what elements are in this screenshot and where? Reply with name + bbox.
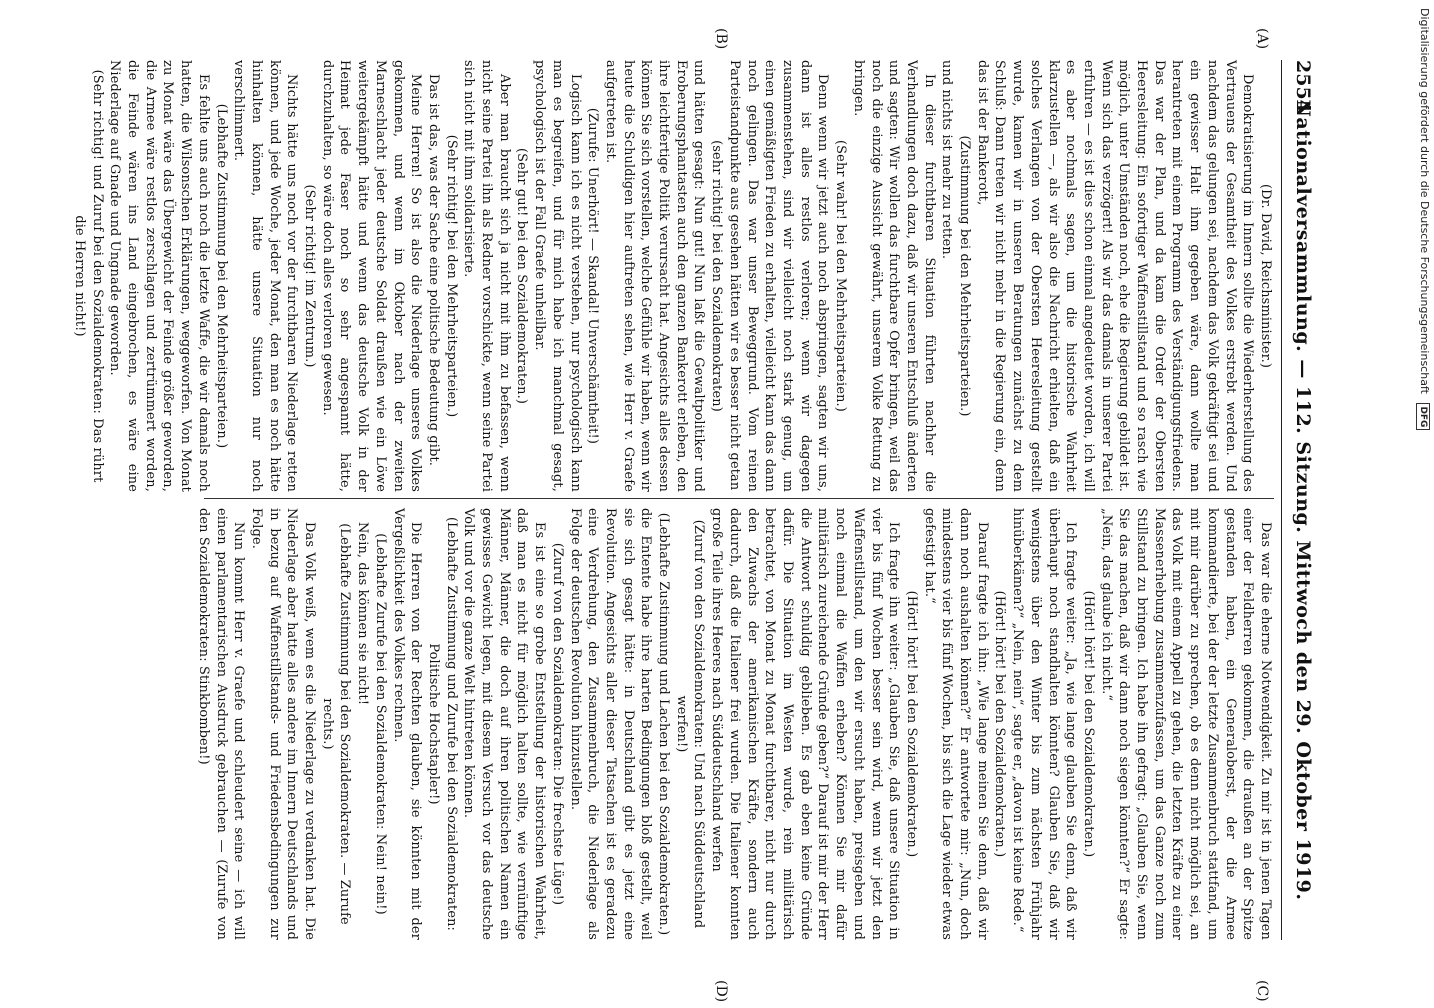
paragraph: Es ist eine so grobe Entstellung der historischen Wahrheit, daß man es nicht für möglich halten sollte, wie vernünftige Männer, Männer, die doch auf ihren politischen Namen ein gewisses Gewicht legen, mit diesem Versuch vor das deutsche Volk und vor die ganze Welt hintreten können. <box>461 508 548 940</box>
interjection: (Hört! hört! bei den Sozialdemokraten.) <box>1080 590 1096 858</box>
dfg-logo: DFG <box>1416 403 1430 430</box>
margin-mark-c: (C) <box>1254 980 1270 1002</box>
interjection: (Sehr richtig! bei den Mehrheitsparteien.) <box>443 134 459 418</box>
interjection: (Lebhafte Zustimmung bei den Mehrheitsparteien.) <box>213 103 229 449</box>
column-divider <box>204 498 1274 499</box>
interjection: (Zustimmung bei den Mehrheitsparteien.) <box>957 135 973 417</box>
paragraph: Darauf fragte ich ihn: „Wie lange meinen Sie denn, daß wir dann noch aushalten können?“ Er antwortete mir: „Nun, doch mindestens vier bis fünf Wochen, bis sich die Lage wieder etwas gefestigt hat.“ <box>921 508 990 940</box>
interjection: (Lebhafte Zustimmung und Lachen bei den Sozialdemokraten.) <box>656 512 672 936</box>
interjection: (Lebhafte Zurufe bei den Sozialdemokraten: Nein! nein!) <box>372 533 388 915</box>
margin-mark-b: (B) <box>713 28 729 50</box>
page-title: Nationalversammlung. — 112. Sitzung. Mittwoch den 29. Oktober 1919. <box>1292 99 1314 901</box>
footer-strip <box>1414 0 1434 1000</box>
interjection: (Zurufe: Unerhört! — Skandal! Unverschämtheit!) <box>585 107 601 445</box>
interjection: (sehr richtig! bei den Sozialdemokraten) <box>709 140 725 412</box>
interjection: (Sehr wahr! bei den Mehrheitsparteien.) <box>833 140 849 412</box>
margin-mark-d: (D) <box>713 980 729 1003</box>
paragraph: Das ist das, was der Sache eine politische Bedeutung gibt. <box>425 74 441 467</box>
left-column <box>70 60 1274 492</box>
margin-mark-a: (A) <box>1254 28 1270 50</box>
paragraph: Aber man braucht sich ja nicht mit ihm zu befassen, wenn nicht seine Partei ihn als Redner vorschickte, wenn seine Partei sich nicht mit ihm solidarisierte. <box>461 60 512 492</box>
paragraph: Meine Herren! So ist also die Niederlage unseres Volkes gekommen, und wenn im Oktober nach der zweiten Marneschlacht jeder deutsche Soldat draußen wie ein Löwe weitergekämpft hätte und wenn das deutsche Volk in der Heimat jede Faser noch so sehr angespannt hätte, durchzuhalten, so wäre doch alles verloren gewesen. <box>319 60 424 492</box>
footer-credit <box>1414 0 1434 1008</box>
footer-text: Digitalisierung gefördert durch die Deutsche Forschungsgemeinschaft <box>1418 8 1431 394</box>
paragraph: Logisch kann ich es nicht verstehen, nur psychologisch kann man es begreifen, und für mich habe ich manchmal gesagt, psychologisch ist der Fall Graefe unheilbar. <box>532 60 583 492</box>
header-rule <box>1281 60 1282 940</box>
right-column <box>194 508 1274 940</box>
paragraph: die Entente habe ihre harten Bedingungen bloß gestellt, weil sie sich gesagt hätte: in Deutschland gibt es jetzt eine Revolution. Angesichts aller dieser Tatsachen ist es geradezu eine Verdrehung, den Zusammenbruch, die Niederlage als Folge der deutschen Revolution hinzustellen. <box>567 508 654 940</box>
interjection: (Hört! hört! bei den Sozialdemokraten.) <box>903 590 919 858</box>
paragraph: Das Volk weiß, wem es die Niederlage zu verdanken hat. Die Niederlage aber hatte alles andere im Innern Deutschlands und in bezug auf Waffenstillstands- und Friedensbedingungen zur Folge. <box>248 508 318 940</box>
paragraph: Es fehlte uns auch noch die letzte Waffe, die wir damals noch hatten, die Wilsonschen Erklärungen, weggeworfen. Von Monat zu Monat wäre das Übergewicht der Feinde größer geworden, die Armee wäre restlos zerschlagen und zertrümmert worden, die Feinde wären ins Land eingebrochen, es wäre eine Niederlage auf Gnade und Ungnade geworden. <box>107 60 211 492</box>
interjection: (Sehr gut! bei den Sozialdemokraten.) <box>514 147 530 405</box>
interjection: (Zuruf von den Sozialdemokraten: Die frechste Lüge!) <box>549 542 565 906</box>
paragraph: Demokratisierung im Innern sollte die Wiederherstellung des Vertrauens der Gesamtheit des Volkes erstrebt werden. Und nachdem das gelungen sei, nachdem das Volk gekräftigt sei und ein gewisser Halt ihm gegeben wäre, dann wollte man herantreten mit einem Programm des Verständigungsfriedens. Das war der Plan, und da kam die Order der Obersten Heeresleitung: Ein sofortiger Waffenstillstand und so rasch wie möglich, unter Umständen noch, ehe die Regierung gebildet ist. Wenn sich das verzögert! Als wir das damals in unserer Partei erfuhren — es ist dies schon einmal angedeutet worden, ich will es aber nochmals sagen, um die historische Wahrheit klarzustellen —, als wir also die Nachricht erhielten, daß ein solches Verlangen von der Obersten Heeresleitung gestellt wurde, kamen wir in unseren Beratungen zunächst zu dem Schluß: Dann treten wir nicht mehr in die Regierung ein, denn das ist der Bankerott, <box>974 60 1256 492</box>
page-header <box>1282 60 1320 940</box>
paragraph: Denn wenn wir jetzt auch noch abspringen, sagten wir uns, dann ist alles restlos verloren; wenn wir dagegen zusammenstehen, sind wir vielleicht noch stark genug, um einen gemäßigten Frieden zu erhalten, vielleicht kann das dann noch gelingen. Das war unser Beweggrund. Vom reinen Parteistandpunkte aus gesehen hätten wir es besser nicht getan <box>726 60 831 492</box>
paragraph: Das war die eherne Notwendigkeit. Zu mir ist in jenen Tagen einer der Feldherren gekommen, die draußen an der Spitze gestanden haben, ein Generaloberst, der die Armee kommandierte, bei der der letzte Zusammenbruch stattfand, um mit mir darüber zu sprechen, ob es denn nicht möglich sei, an das Volk mit einem Appell zu gehen, die letzten Kräfte zu einer Massenerhebung zusammenzufassen, um das Ganze noch zum Stillstand zu bringen. Ich habe ihn gefragt: „Glauben Sie, wenn Sie das machen, daß wir dann noch siegen könnten?“ Er sagte: „Nein, das glaube ich nicht.“ <box>1098 508 1273 940</box>
paragraph: Nein, das können sie nicht! <box>355 522 371 706</box>
paragraph: Die Herren von der Rechten glauben, sie könnten mit der Vergeßlichkeit des Volkes rechnen. <box>390 508 424 940</box>
paragraph: In dieser furchtbaren Situation führten nachher die Verhandlungen doch dazu, daß wir unseren Entschluß änderten und sagten: Wir wollen das furchtbare Opfer bringen, weil das noch die einzige Aussicht gewährt, unserem Volke Rettung zu bringen. <box>850 60 937 492</box>
paragraph: Ich fragte ihn weiter: „Glauben Sie, daß unsere Situation in vier bis fünf Wochen besser sein wird, wenn wir jetzt den Waffenstillstand, um den wir ersucht haben, preisgeben und noch einmal die Waffen erheben? Können Sie mir dafür militärisch zureichende Gründe geben?“ Darauf ist mir der Herr die Antwort schuldig geblieben. Es gab eben keine Gründe dafür. Die Situation im Westen wurde, rein militärisch betrachtet, von Monat zu Monat furchtbarer, nicht nur durch den Zuwachs der amerikanischen Kräfte, sondern auch dadurch, daß die Italiener frei wurden. Die Italiener konnten große Teile ihres Heeres nach Süddeutschland werfen <box>709 508 902 940</box>
paragraph: und nichts ist mehr zu retten. <box>939 60 955 260</box>
interjection: (Zuruf von den Sozialdemokraten: Und nach Süddeutschland werfen!) <box>673 519 707 929</box>
interjection: (Sehr richtig! im Zentrum.) <box>302 184 318 368</box>
interjection: (Lebhafte Zustimmung bei den Sozialdemokraten. — Zurufe rechts.) <box>319 523 353 925</box>
paragraph: und hätten gesagt: Nun gut! Nun laßt die Gewaltpolitiker und Eroberungsphantasten auch den ganzen Bankerott erleben, den ihre leichtfertige Politik verursacht hat. Angesichts alles dessen können Sie sich vorstellen, welche Gefühle wir haben, wenn wir heute die Schuldigen hier auftreten sehen, wie Herr v. Graefe aufgetreten ist. <box>602 60 707 492</box>
paragraph: Ich fragte weiter: „Ja, wie lange glauben Sie denn, daß wir überhaupt noch standhalten könnten? Glauben Sie, daß wir wenigstens über den Winter bis zum nächsten Frühjahr hinüberkämen?“ „Nein, nein“, sagte er, „davon ist keine Rede.“ <box>1010 508 1079 940</box>
paragraph: Nichts hätte uns noch vor der furchtbaren Niederlage retten können, und jede Woche, jeder Monat, den man es noch hätte hinhalten können, hätte unsere Situation nur noch verschlimmert. <box>231 60 300 492</box>
interjection: (Sehr richtig! und Zuruf bei den Sozialdemokraten: Das rührt die Herren nicht!) <box>71 69 105 483</box>
page-number: 2554 <box>1292 60 1314 113</box>
interjection: (Hört! hört! bei den Sozialdemokraten.) <box>992 590 1008 858</box>
interjection: (Lebhafte Zustimmung und Zurufe bei den Sozialdemokraten: Politische Hochstapler!) <box>425 516 459 932</box>
paragraph: Nun kommt Herr v. Graefe und schleudert seine — ich will einen parlamentarischen Ausdruck gebrauchen — (Zurufe von den Sozialdemokraten: Stinkbomben!) <box>195 508 247 940</box>
speaker-line: (Dr. David, Reichsminister.) <box>1258 183 1273 369</box>
